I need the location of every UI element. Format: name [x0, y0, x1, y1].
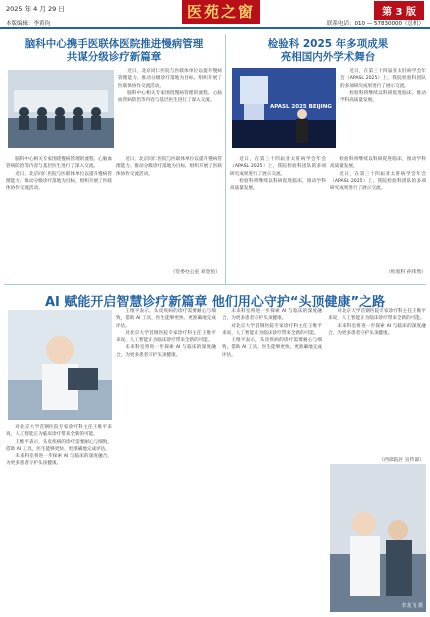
article3-body-col2: 王维平表示，头皮疾病的诊疗需要耐心与细致，借助 AI 工具，医生能够更快、更准确地完成评估。 对北京大学首钢医院专家诊疗科主任王维平来说，人工智能正为临床诊疗带来全新的可能。 未来科室将进一步探索 AI 与临床的深度融合，为更多患者守护头顶健康。: [116, 309, 216, 358]
article1-photo: [8, 70, 114, 148]
article1-body-right: 近日，北京同仁医院与医联体单位以提升慢病管理能力、推动分级诊疗落地为目标，组织开展了医联体协作交流活动。 脑科中心相关专家围绕慢病管理的流程、心脑血管病防治等内容与基层医生进行了深入交流。: [118, 69, 222, 104]
issue-date: 2025 年 4 月 29 日: [6, 5, 65, 13]
article3-title: AI 赋能开启智慧诊疗新篇章 他们用心守护“头顶健康”之路: [44, 295, 386, 310]
article3-body-col4: 对北京大学首钢医院专家诊疗科主任王维平来说，人工智能正为临床诊疗带来全新的可能。 未来科室将进一步探索 AI 与临床的深度融合，为更多患者守护头顶健康。: [328, 309, 426, 336]
article3-body-left: 对北京大学首钢医院专家诊疗科主任王维平来说，人工智能正为临床诊疗带来全新的可能。 王维平表示，头皮疾病的诊疗需要耐心与细致，借助 AI 工具，医生能够更快、更准确地完成评估。 未来科室将进一步探索 AI 与临床的深度融合，为更多患者守护头顶健康。: [6, 425, 112, 467]
conference-banner: APASL 2025 BEIJING: [270, 104, 332, 110]
section-divider: [4, 284, 426, 285]
article1-caption: （党委办公室 刘金鱼）: [170, 270, 220, 275]
article2-title: 检验科 2025 年多项成果 亮相国内外学术舞台: [267, 38, 389, 63]
photo-credit: 李龙飞 摄: [401, 603, 423, 609]
article3-photo-top: [8, 310, 112, 420]
contact-phone: 联系电话：010 — 57830000（总机）: [327, 21, 424, 27]
masthead: 医苑之窗: [182, 0, 260, 24]
article2-body-right: 近日，在第三十四届亚太肝病学会年会（APASL 2025）上，我院检验科团队的多项研究成果进行了展示交流。 检验科将继续以科研促进临床，推动学科高质量发展。: [340, 69, 426, 104]
article3-photo-bottom: [330, 464, 426, 612]
article3-body-col3: 未来科室将进一步探索 AI 与临床的深度融合，为更多患者守护头顶健康。 对北京大学首钢医院专家诊疗科主任王维平来说，人工智能正为临床诊疗带来全新的可能。 王维平表示，头皮疾病的诊疗需要耐心与细致，借助 AI 工具，医生能够更快、更准确地完成评估。: [222, 309, 322, 358]
article2-photo: [232, 68, 336, 148]
article2-body-mid: 检验科将继续以科研促进临床，推动学科高质量发展。 近日，在第三十四届亚太肝病学会年会（APASL 2025）上，我院检验科团队的多项研究成果进行了展示交流。: [330, 157, 426, 192]
article1-title: 脑科中心携手医联体医院推进慢病管理 共谋分级诊疗新篇章: [24, 38, 204, 63]
column-divider: [225, 34, 226, 284]
header-rule: [0, 27, 430, 29]
article1-body-left: 脑科中心相关专家围绕慢病管理的流程、心脑血管病防治等内容与基层医生进行了深入交流。 近日，北京同仁医院与医联体单位以提升慢病管理能力、推动分级诊疗落地为目标，组织开展了医联体协作交流活动。: [6, 157, 112, 192]
article2-body-left: 近日，在第三十四届亚太肝病学会年会（APASL 2025）上，我院检验科团队的多项研究成果进行了展示交流。 检验科将继续以科研促进临床，推动学科高质量发展。: [230, 157, 326, 192]
article3-caption: （西部院区 宣传部）: [379, 458, 424, 463]
article2-caption: （检验科 孙伟然）: [386, 270, 426, 275]
page-number: 第 3 版: [374, 1, 424, 20]
article1-body-mid: 近日，北京同仁医院与医联体单位以提升慢病管理能力、推动分级诊疗落地为目标，组织开展了医联体协作交流活动。: [116, 157, 222, 177]
editor-credit: 本版编辑：李黄钧: [6, 21, 51, 27]
